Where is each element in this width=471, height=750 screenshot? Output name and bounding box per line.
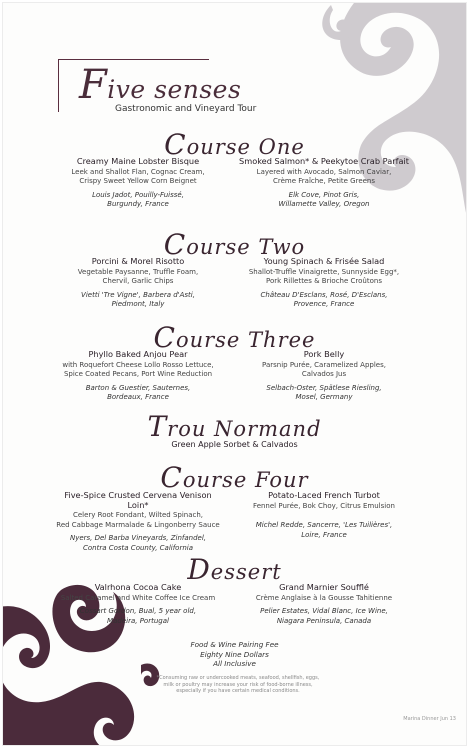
wine-region: Mosel, Germany: [295, 393, 353, 401]
course-four-title: Course Four: [160, 461, 309, 494]
wine-pairing: Michel Redde, Sancerre, 'Les Tuilières',: [255, 521, 393, 529]
dish-desc: Crème Fraîche, Petite Greens: [272, 177, 376, 185]
dish-desc: Fennel Purée, Bok Choy, Citrus Emulsion: [253, 501, 395, 510]
course-one-left-dish: [53, 157, 223, 210]
trou-normand-title: Trou Normand: [147, 410, 322, 443]
course-two-left-dish: [53, 257, 223, 310]
dish-name: Valrhona Cocoa Cake: [94, 582, 182, 592]
dish-name: Pork Belly: [303, 349, 345, 359]
course-four-right-dish: [239, 491, 409, 540]
footer-tag: Marina Dinner Jun 13: [403, 716, 456, 722]
wine-pairing: Vietti 'Tre Vigne', Barbera d'Asti,: [81, 290, 195, 299]
dish-desc: Chervil, Garlic Chips: [102, 277, 174, 285]
dish-name: Potato-Laced French Turbot: [268, 490, 380, 500]
course-four-left-dish: [53, 491, 223, 553]
dish-desc: Celery Root Fondant, Wilted Spinach,: [72, 511, 204, 519]
dish-desc: Vegetable Paysanne, Truffle Foam,: [77, 267, 199, 276]
dish-desc: Crème Anglaise à la Gousse Tahitienne: [255, 593, 393, 602]
dish-desc: Parsnip Purée, Caramelized Apples,: [262, 360, 386, 369]
course-three-left-dish: [53, 350, 223, 403]
dish-desc: Salted Caramel and White Coffee Ice Cream: [60, 593, 216, 602]
wine-region: Niagara Peninsula, Canada: [276, 616, 372, 625]
dish-desc: Leek and Shallot Flan, Cognac Cream,: [71, 167, 205, 176]
menu-page: [3, 3, 466, 745]
dish-name: Porcini & Morel Risotto: [91, 256, 185, 266]
course-one-right-dish: [239, 157, 409, 210]
dish-desc: Calvados Jus: [301, 370, 347, 378]
course-two-right-dish: [239, 257, 409, 310]
logo-wordmark: Five senses: [79, 62, 242, 108]
pairing-fee: Food & Wine Pairing Fee Eighty Nine Dollars All Inclusive: [190, 640, 279, 668]
dish-desc: Crispy Sweet Yellow Corn Beignet: [79, 177, 197, 185]
wine-pairing: Barton & Guestier, Sauternes,: [85, 383, 191, 392]
wine-region: Provence, France: [293, 300, 355, 308]
wine-pairing: Château D'Esclans, Rosé, D'Esclans,: [260, 290, 388, 299]
wine-region: Bordeaux, France: [107, 393, 169, 401]
dish-name: Creamy Maine Lobster Bisque: [76, 156, 200, 166]
dessert-title: Dessert: [187, 553, 282, 586]
wine-pairing: Louis Jadot, Pouilly-Fuissé,: [92, 190, 184, 199]
wine-pairing: Nyers, Del Barba Vineyards, Zinfandel,: [69, 534, 207, 542]
dish-desc: Pork Rillettes & Brioche Croûtons: [266, 277, 382, 285]
wine-region: Burgundy, France: [107, 200, 169, 208]
wine-pairing: Elk Cove, Pinot Gris,: [288, 190, 360, 199]
dish-desc: Layered with Avocado, Salmon Caviar,: [256, 167, 392, 176]
course-three-right-dish: [239, 350, 409, 403]
wine-region: Madeira, Portugal: [107, 616, 169, 625]
course-two-title: Course Two: [163, 228, 306, 261]
dish-name: Young Spinach & Frisée Salad: [263, 256, 385, 266]
course-one-title: Course One: [164, 128, 305, 161]
wine-region: Contra Costa County, California: [82, 543, 194, 552]
food-safety-disclaimer: *Consuming raw or undercooked meats, seafood, shellfish, eggs, milk or poultry may increase your risk of food-borne illness, especially if you have certain medical conditions.: [156, 675, 320, 694]
dish-name: Smoked Salmon* & Peekytoe Crab Parfait: [239, 156, 409, 166]
wine-region: Loire, France: [301, 530, 347, 539]
tour-subtitle: Gastronomic and Vineyard Tour: [115, 104, 257, 114]
dish-desc: with Roquefort Cheese Lollo Rosso Lettuce,: [62, 360, 214, 369]
wine-region: Willamette Valley, Oregon: [278, 200, 370, 208]
dish-name: Grand Marnier Soufflé: [279, 582, 369, 592]
wine-region: Piedmont, Italy: [111, 300, 165, 308]
dish-desc: Shallot-Truffle Vinaigrette, Sunnyside Egg*,: [248, 267, 400, 276]
wine-pairing: Selbach-Oster, Spätlese Riesling,: [266, 383, 382, 392]
dish-name: Five-Spice Crusted Cervena Venison Loin*: [64, 490, 212, 510]
course-three-title: Course Three: [153, 321, 316, 354]
dessert-right-dish: [239, 583, 409, 626]
wine-pairing: Pelier Estates, Vidal Blanc, Ice Wine,: [260, 607, 388, 615]
dessert-left-dish: [53, 583, 223, 626]
dish-desc: Red Cabbage Marmalade & Lingonberry Sauce: [56, 520, 220, 529]
dish-desc: Spice Coated Pecans, Port Wine Reduction: [63, 370, 213, 378]
dish-name: Phyllo Baked Anjou Pear: [88, 349, 188, 359]
trou-normand-dish: Green Apple Sorbet & Calvados: [171, 440, 298, 449]
wine-pairing: Cossart Gordon, Bual, 5 year old,: [79, 607, 197, 615]
